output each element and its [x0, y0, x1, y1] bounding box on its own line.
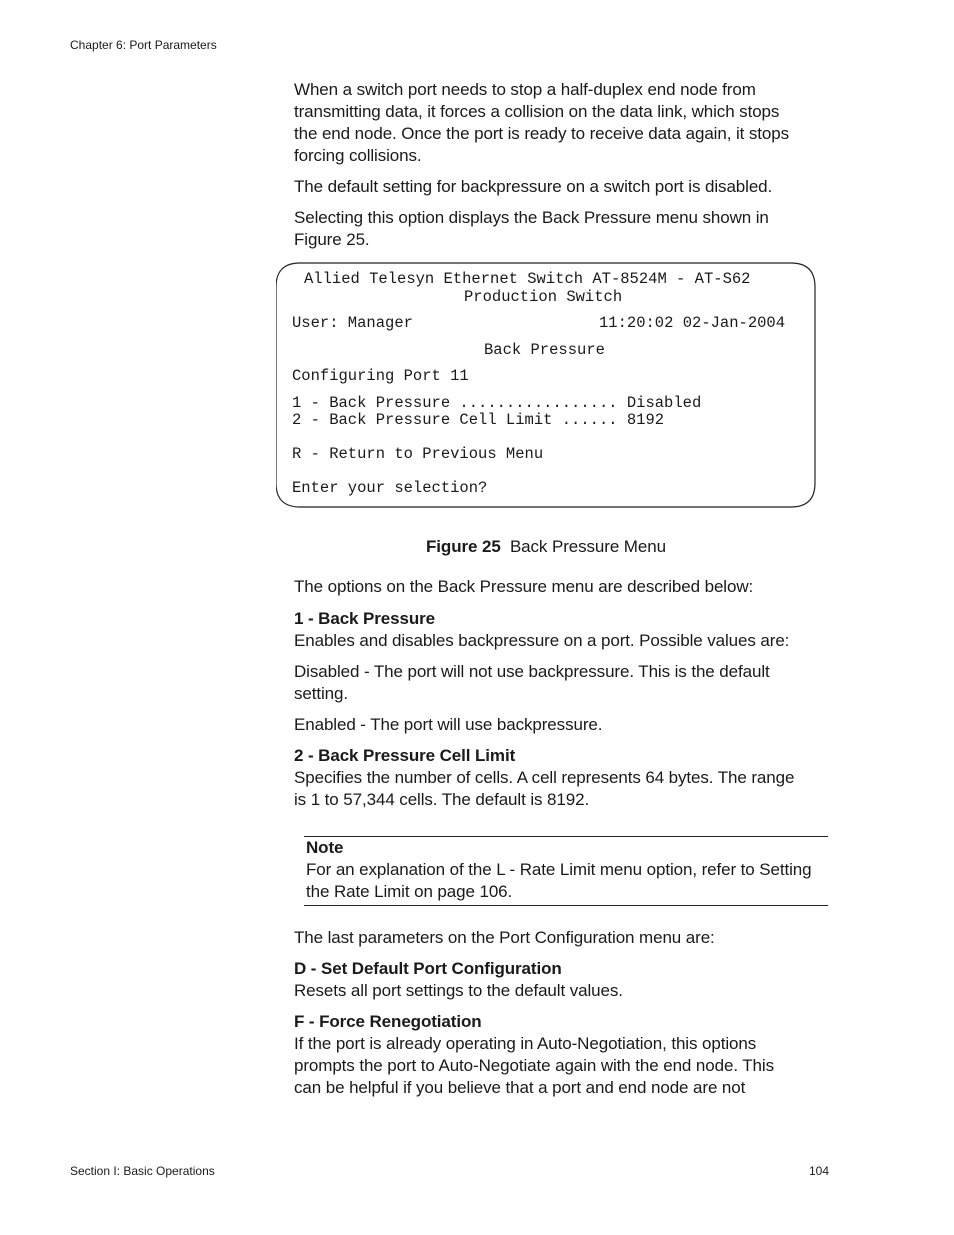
option-heading: F - Force Renegotiation	[294, 1012, 482, 1031]
note-box	[306, 837, 812, 903]
note-title: Note	[306, 838, 344, 857]
text-line: prompts the port to Auto-Negotiate again with the end node. This	[294, 1056, 774, 1075]
text-line: When a switch port needs to stop a half-duplex end node from	[294, 80, 756, 99]
text-line: forcing collisions.	[294, 146, 422, 165]
text-line: the end node. Once the port is ready to receive data again, it stops	[294, 124, 790, 143]
terminal-menu-title: Back Pressure	[484, 341, 605, 359]
option-set-default-section	[294, 958, 623, 1002]
text-line: Disabled - The port will not use backpressure. This is the default	[294, 662, 770, 681]
option-heading: 2 - Back Pressure Cell Limit	[294, 746, 516, 765]
text-line: setting.	[294, 684, 349, 703]
figure-number: Figure 25	[426, 537, 501, 556]
option-heading: D - Set Default Port Configuration	[294, 959, 562, 978]
terminal-option-cell-limit: 2 - Back Pressure Cell Limit ...... 8192	[292, 411, 665, 429]
default-setting-paragraph: The default setting for backpressure on a switch port is disabled.	[294, 177, 773, 196]
figure-title: Back Pressure Menu	[509, 537, 666, 556]
note-bottom-rule	[304, 905, 828, 906]
text-line: can be helpful if you believe that a port and end node are not	[294, 1078, 746, 1097]
enabled-value-paragraph: Enabled - The port will use backpressure.	[294, 715, 603, 734]
figure-caption	[426, 536, 666, 558]
text-line: Figure 25.	[294, 230, 370, 249]
text-line: Selecting this option displays the Back Pressure menu shown in	[294, 208, 769, 227]
option-back-pressure-section	[294, 608, 789, 652]
text-line: Specifies the number of cells. A cell represents 64 bytes. The range	[294, 768, 795, 787]
last-parameters-intro: The last parameters on the Port Configuration menu are:	[294, 928, 715, 947]
text-line: For an explanation of the L - Rate Limit menu option, refer to Setting	[306, 860, 812, 879]
option-cell-limit-section	[294, 745, 794, 811]
terminal-option-back-pressure: 1 - Back Pressure ................. Disabled	[292, 394, 702, 412]
option-heading: 1 - Back Pressure	[294, 609, 435, 628]
terminal-prompt: Enter your selection?	[292, 479, 488, 497]
terminal-title-line1: Allied Telesyn Ethernet Switch AT-8524M - AT-S62	[304, 270, 751, 288]
terminal-user: User: Manager	[292, 314, 413, 332]
options-intro: The options on the Back Pressure menu are described below:	[294, 577, 754, 596]
option-description: Resets all port settings to the default values.	[294, 981, 623, 1000]
terminal-configuring-port: Configuring Port 11	[292, 367, 469, 385]
page-number: 104	[809, 1164, 830, 1178]
footer-section: Section I: Basic Operations	[70, 1164, 215, 1178]
terminal-option-return: R - Return to Previous Menu	[292, 445, 544, 463]
select-option-paragraph	[294, 207, 769, 251]
text-line: is 1 to 57,344 cells. The default is 8192.	[294, 790, 590, 809]
text-line: the Rate Limit on page 106.	[306, 882, 513, 901]
terminal-datetime: 11:20:02 02-Jan-2004	[599, 314, 786, 332]
running-header: Chapter 6: Port Parameters	[70, 38, 217, 52]
option-description: Enables and disables backpressure on a port. Possible values are:	[294, 631, 790, 650]
text-line: transmitting data, it forces a collision on the data link, which stops	[294, 102, 780, 121]
option-force-renegotiation-section	[294, 1011, 774, 1099]
intro-paragraph	[294, 79, 789, 167]
disabled-value-paragraph	[294, 661, 770, 705]
text-line: If the port is already operating in Auto-Negotiation, this options	[294, 1034, 757, 1053]
terminal-title-line2: Production Switch	[464, 288, 623, 306]
